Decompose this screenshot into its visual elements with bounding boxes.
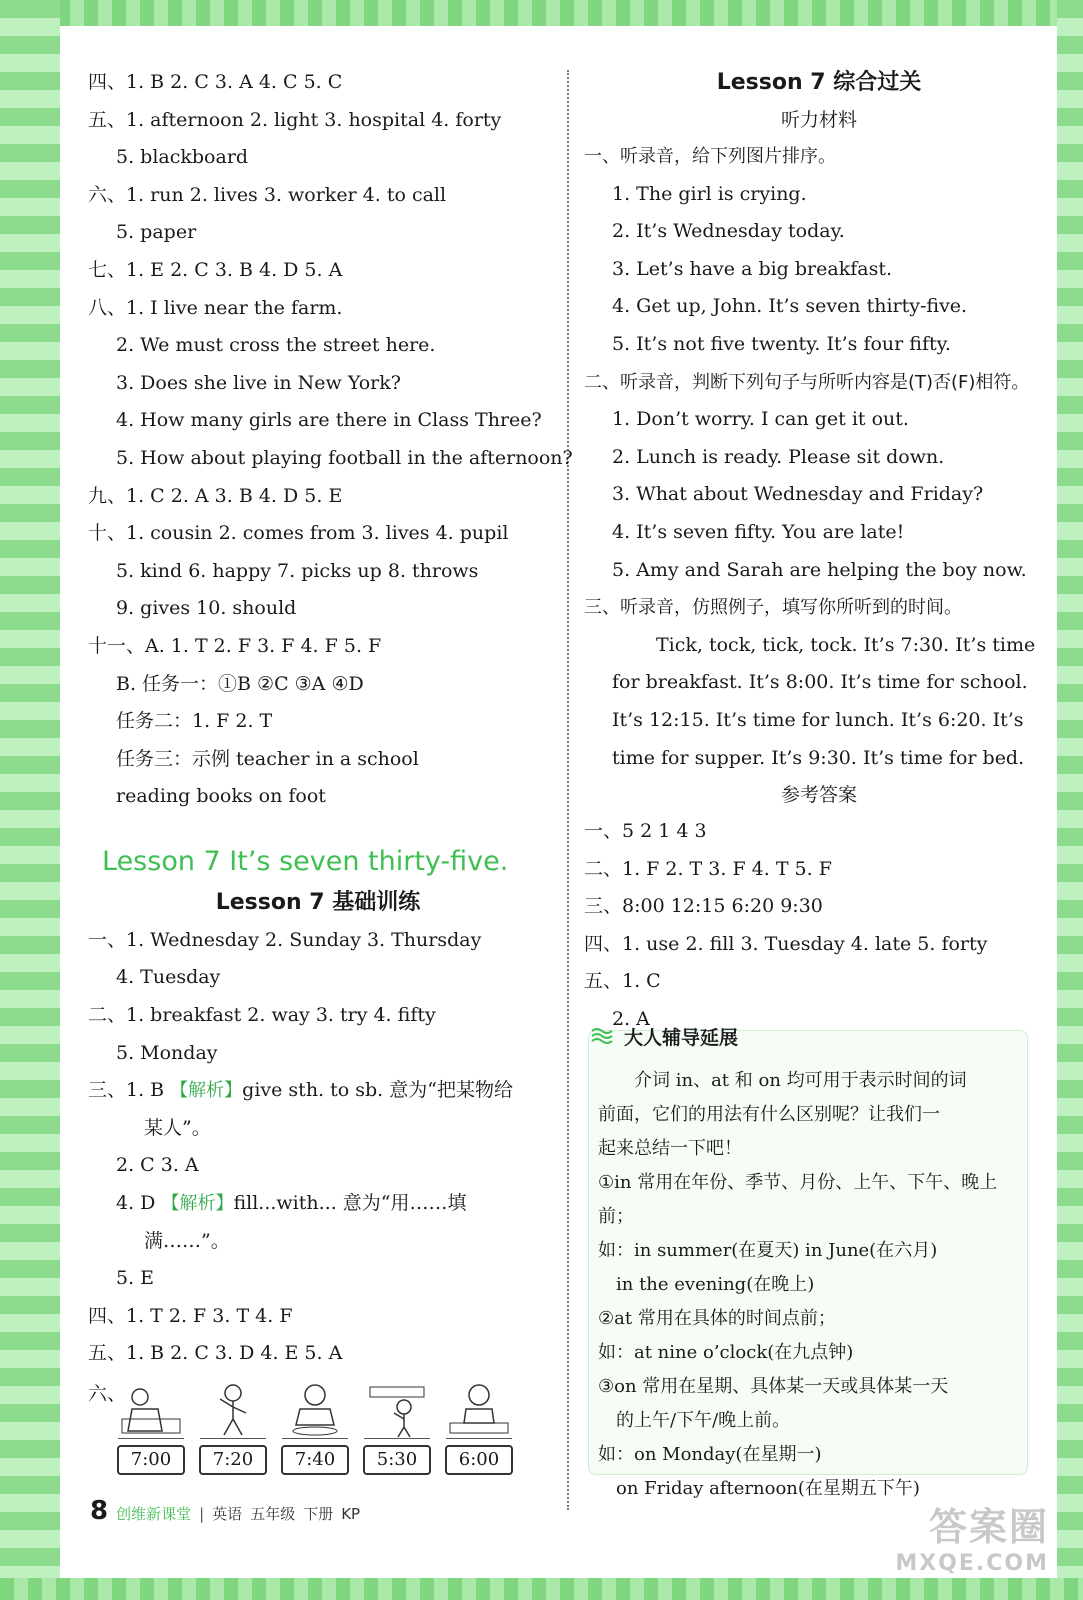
analysis-tag: 【解析】 (161, 1193, 234, 1215)
text-line: 四、1. use 2. fill 3. Tuesday 4. late 5. forty (584, 932, 988, 955)
watermark-line1: 答案圈 (928, 1505, 1049, 1549)
guide-line: 如：on Monday(在星期一) (598, 1444, 822, 1465)
answer-text: 三、1. B (88, 1079, 171, 1102)
text-line: 1. Don’t worry. I can get it out. (612, 408, 909, 431)
picture-time-row (88, 1379, 548, 1475)
decorative-border-top (0, 0, 1083, 26)
clock-item (362, 1379, 432, 1475)
text-line: 2. We must cross the street here. (116, 334, 436, 357)
text-line: 5. Amy and Sarah are helping the boy now. (612, 558, 1027, 581)
time-label: 6:00 (445, 1445, 513, 1475)
watermark (895, 1496, 1049, 1576)
text-line: 3. Let’s have a big breakfast. (612, 257, 892, 280)
footer-term: 下册 (303, 1505, 334, 1523)
activity-picture (118, 1379, 184, 1439)
answer-q3-4 (88, 1185, 548, 1223)
guide-line: 介词 in、at 和 on 均可用于表示时间的词 (598, 1070, 967, 1091)
text-line: 任务二：1. F 2. T (116, 710, 273, 733)
watermark-line2: MXQE.COM (895, 1551, 1049, 1576)
footer-subject: 英语 (212, 1505, 243, 1523)
text-line: 2. It’s Wednesday today. (612, 220, 845, 243)
lesson-review-title: Lesson 7 综合过关 (716, 70, 922, 95)
answer-key-list (584, 813, 1054, 1039)
guide-line: ①in 常用在年份、季节、月份、上午、下午、晚上前； (598, 1172, 998, 1227)
text-line: 1. The girl is crying. (612, 182, 807, 205)
guide-line: ③on 常用在星期、具体某一天或具体某一天 (598, 1376, 949, 1397)
text-line: 2. Lunch is ready. Please sit down. (612, 445, 945, 468)
guide-line: in the evening(在晚上) (598, 1274, 815, 1295)
footer-edition: KP (341, 1505, 361, 1523)
analysis-text: give sth. to sb. 意为“把某物给 (242, 1079, 513, 1102)
text-line: 一、1. Wednesday 2. Sunday 3. Thursday (88, 928, 482, 951)
listening-script (584, 138, 1054, 627)
clock-pictures (88, 1379, 548, 1475)
paragraph-line: Tick, tock, tick, tock. It’s 7:30. It’s time (656, 633, 1036, 656)
analysis-tag: 【解析】 (170, 1080, 243, 1102)
answer-key-title: 参考答案 (780, 784, 857, 807)
series-brand: 创维新课堂 (116, 1505, 192, 1523)
time-label: 7:00 (117, 1445, 185, 1475)
text-line: 二、听录音，判断下列句子与所听内容是(T)否(F)相符。 (584, 371, 1030, 393)
right-column (584, 64, 1054, 1039)
text-line: 七、1. E 2. C 3. B 4. D 5. A (88, 258, 343, 281)
parent-guide-header (590, 1020, 738, 1052)
lesson-banner: Lesson 7 It’s seven thirty-five. (102, 845, 509, 877)
decorative-border-bottom (0, 1578, 1083, 1600)
parent-guide-title: 大人辅导延展 (624, 1026, 739, 1049)
text-line: 一、5 2 1 4 3 (584, 820, 707, 843)
decorative-border-right (1057, 0, 1083, 1600)
text-line: 4. How many girls are there in Class Three? (116, 409, 542, 432)
lesson-basic-title: Lesson 7 基础训练 (215, 889, 421, 915)
clock-item (280, 1379, 350, 1475)
guide-line: 的上午/下午/晚上前。 (598, 1410, 791, 1431)
paragraph-line: It’s 12:15. It’s time for lunch. It’s 6:20. It’s (612, 708, 1024, 731)
text-line: 九、1. C 2. A 3. B 4. D 5. E (88, 484, 343, 507)
clock-item (444, 1379, 514, 1475)
text-line: 5. It’s not five twenty. It’s four fifty. (612, 332, 951, 355)
text-line: 4. Get up, John. It’s seven thirty-five. (612, 295, 968, 318)
answer-list-previous (88, 64, 573, 816)
answer-q4: 四、1. T 2. F 3. T 4. F (88, 1304, 293, 1327)
answer-q3-1 (88, 1072, 548, 1110)
text-line: 5. Monday (116, 1041, 218, 1064)
left-column (88, 64, 573, 1475)
column-divider (567, 70, 569, 1510)
answer-q5: 五、1. B 2. C 3. D 4. E 5. A (88, 1342, 343, 1365)
listening-material-title: 听力材料 (780, 109, 857, 131)
text-line: 4. Tuesday (116, 966, 221, 989)
text-line: B. 任务一：①B ②C ③A ④D (116, 672, 364, 695)
text-line: 5. paper (116, 221, 197, 244)
guide-line: on Friday afternoon(在星期五下午) (598, 1478, 920, 1499)
clock-item (116, 1379, 186, 1475)
footer-separator: | (199, 1505, 205, 1523)
page-number: 8 (90, 1496, 109, 1526)
text-line: 三、8:00 12:15 6:20 9:30 (584, 895, 823, 918)
time-label: 7:20 (199, 1445, 267, 1475)
text-line: 五、1. afternoon 2. light 3. hospital 4. forty (88, 108, 502, 131)
text-line: 十、1. cousin 2. comes from 3. lives 4. pupil (88, 522, 509, 545)
guide-line: ②at 常用在具体的时间点前； (598, 1308, 836, 1329)
listening-paragraph (584, 627, 1054, 777)
text-line: 二、1. F 2. T 3. F 4. T 5. F (584, 857, 832, 880)
guide-line: 如：at nine o’clock(在九点钟) (598, 1342, 854, 1363)
activity-picture (282, 1379, 348, 1439)
text-line: 9. gives 10. should (116, 597, 297, 620)
text-line: 二、1. breakfast 2. way 3. try 4. fifty (88, 1004, 436, 1027)
answer-q3-2-3: 2. C 3. A (116, 1154, 199, 1177)
paragraph-line: time for supper. It’s 9:30. It’s time for bed. (612, 746, 1025, 769)
guide-line: 如：in summer(在夏天) in June(在六月) (598, 1240, 938, 1261)
time-label: 5:30 (363, 1445, 431, 1475)
wave-lines-icon (590, 1026, 616, 1046)
answer-list-basic (88, 922, 548, 1072)
footer-grade: 五年级 (250, 1505, 296, 1523)
text-line: 十一、A. 1. T 2. F 3. F 4. F 5. F (88, 634, 382, 657)
text-line: 3. Does she live in New York? (116, 371, 401, 394)
decorative-border-left (0, 0, 60, 1600)
analysis-continuation: 满……”。 (144, 1229, 230, 1252)
answer-text: 4. D (116, 1192, 162, 1215)
clock-item (198, 1379, 268, 1475)
text-line: 五、1. C (584, 970, 661, 993)
text-line: 八、1. I live near the farm. (88, 296, 343, 319)
activity-picture (446, 1379, 512, 1439)
analysis-text: fill...with... 意为“用……填 (233, 1192, 467, 1215)
text-line: 四、1. B 2. C 3. A 4. C 5. C (88, 71, 343, 93)
answer-q3-5: 5. E (116, 1267, 155, 1290)
page-footer (90, 1496, 360, 1526)
text-line: 三、听录音，仿照例子，填写你所听到的时间。 (584, 597, 962, 619)
text-line: 六、1. run 2. lives 3. worker 4. to call (88, 183, 447, 206)
text-line: reading books on foot (116, 785, 326, 808)
text-line: 4. It’s seven fifty. You are late! (612, 520, 905, 543)
parent-guide-text (598, 1064, 1026, 1506)
guide-line: 前面，它们的用法有什么区别呢？让我们一 (598, 1104, 940, 1125)
text-line: 5. blackboard (116, 146, 249, 169)
time-label: 7:40 (281, 1445, 349, 1475)
question-label: 六、 (88, 1383, 127, 1405)
text-line: 一、听录音，给下列图片排序。 (584, 146, 836, 167)
text-line: 任务三：示例 teacher in a school (116, 747, 419, 770)
activity-picture (364, 1379, 430, 1439)
text-line: 2. A (612, 1008, 650, 1031)
analysis-continuation: 某人”。 (144, 1116, 211, 1139)
guide-line: 起来总结一下吧！ (598, 1138, 742, 1159)
text-line: 3. What about Wednesday and Friday? (612, 483, 984, 506)
text-line: 5. How about playing football in the afternoon? (116, 446, 573, 469)
paragraph-line: for breakfast. It’s 8:00. It’s time for school. (612, 671, 1028, 694)
text-line: 5. kind 6. happy 7. picks up 8. throws (116, 559, 479, 582)
activity-picture (200, 1379, 266, 1439)
